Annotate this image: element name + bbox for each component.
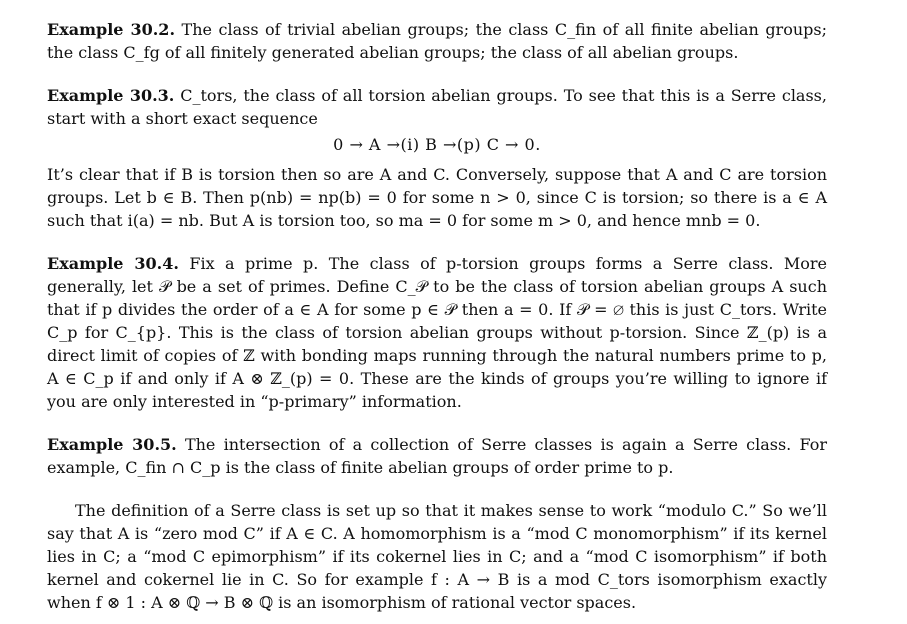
example-30-3-intro — [47, 84, 827, 130]
example-heading: Example 30.2. — [47, 20, 176, 39]
short-exact-sequence: 0 → A →(i) B →(p) C → 0. — [333, 135, 541, 154]
example-30-5 — [47, 433, 827, 479]
document-page — [47, 18, 827, 614]
example-30-4 — [47, 252, 827, 413]
example-text: C_tors, the class of all torsion abelian groups. To see that this is a Serre class, start with a short exact sequence — [47, 86, 827, 128]
example-heading: Example 30.4. — [47, 254, 179, 273]
example-text: Fix a prime p. The class of p-torsion groups forms a Serre class. More generally, let 𝒫 be a set of primes. Define C_𝒫 to be the class of torsion abelian groups A such that if p divides the order of a ∈ A for some p ∈ 𝒫 then a = 0. If 𝒫 = ∅ this is just C_tors. Write C_p for C_{p}. This is the class of torsion abelian groups without p-torsion. Since ℤ_(p) is a direct limit of copies of ℤ with bonding maps running through the natural numbers prime to p, A ∈ C_p if and only if A ⊗ ℤ_(p) = 0. These are the kinds of groups you’re willing to ignore if you are only interested in “p-primary” information. — [47, 254, 827, 411]
example-heading: Example 30.5. — [47, 435, 177, 454]
example-30-2 — [47, 18, 827, 64]
example-heading: Example 30.3. — [47, 86, 175, 105]
example-30-3-body: It’s clear that if B is torsion then so are A and C. Conversely, suppose that A and C are torsion groups. Let b ∈ B. Then p(nb) = np(b) = 0 for some n > 0, since C is torsion; so there is a ∈ A such that i(a) = nb. But A is torsion too, so ma = 0 for some m > 0, and hence mnb = 0. — [47, 165, 827, 230]
example-text: The intersection of a collection of Serre classes is again a Serre class. For example, C_fin ∩ C_p is the class of finite abelian groups of order prime to p. — [47, 435, 827, 477]
closing-paragraph: The definition of a Serre class is set up so that it makes sense to work “modulo C.” So we’ll say that A is “zero mod C” if A ∈ C. A homomorphism is a “mod C monomorphism” if its kernel lies in C; a “mod C epimorphism” if its cokernel lies in C; and a “mod C isomorphism” if both kernel and cokernel lie in C. So for example f : A → B is a mod C_tors isomorphism exactly when f ⊗ 1 : A ⊗ ℚ → B ⊗ ℚ is an isomorphism of rational vector spaces. — [47, 501, 827, 612]
example-text: The class of trivial abelian groups; the class C_fin of all finite abelian groups; the class C_fg of all finitely generated abelian groups; the class of all abelian groups. — [47, 20, 827, 62]
